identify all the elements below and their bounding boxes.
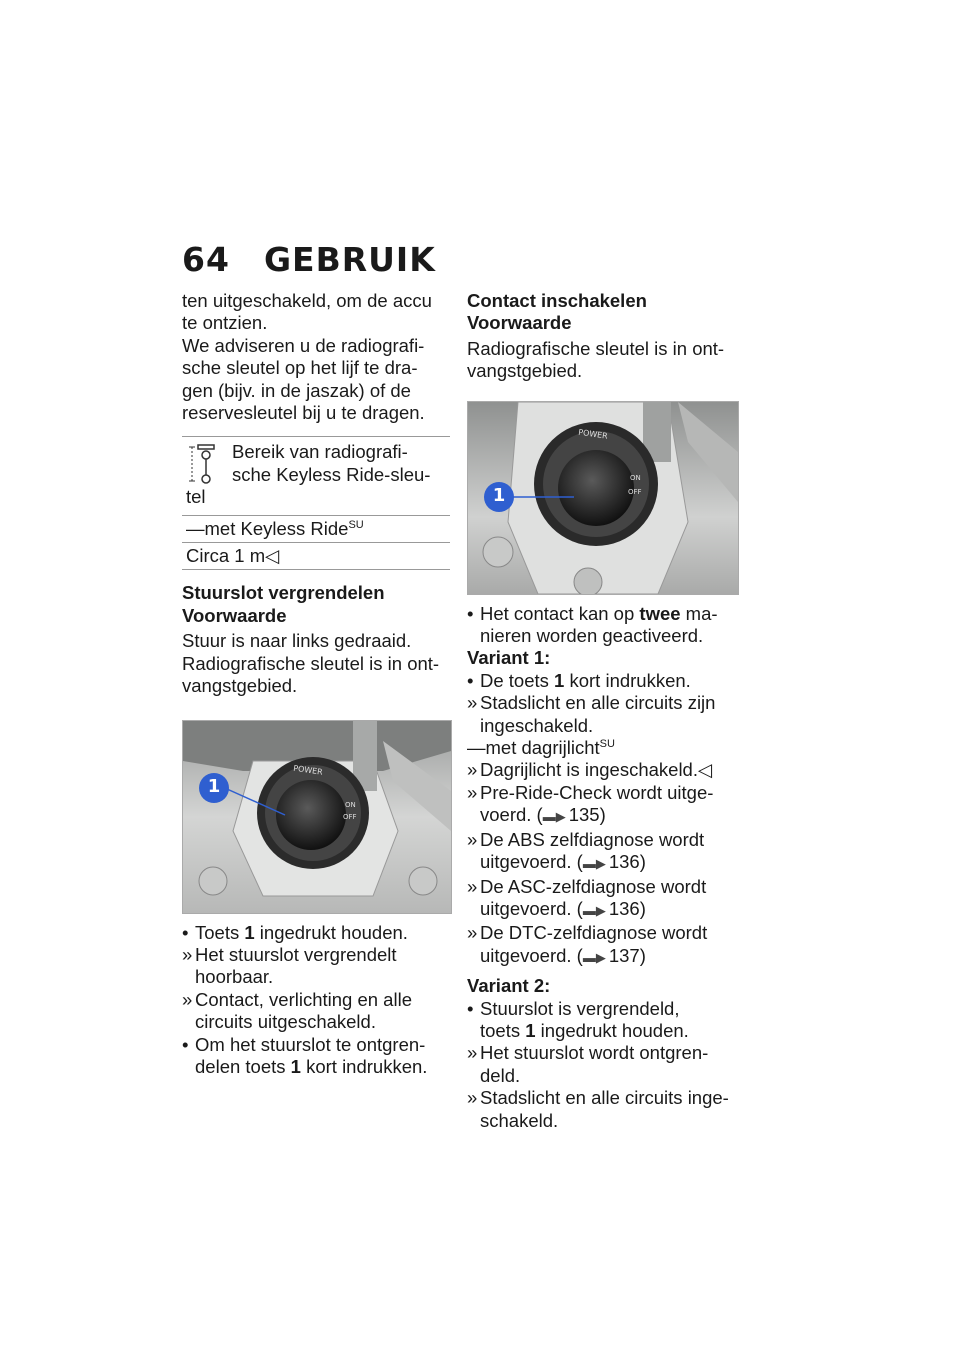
result-ignition-off: » Contact, verlichting en alle circuits uitgeschakeld. [182,988,412,1033]
off-label-right: OFF [628,487,642,496]
v2-result-lights: » Stadslicht en alle circuits inge- schakeld. [467,1087,729,1131]
v1-result-drl: » Dagrijlicht is ingeschakeld.◁ [467,759,713,781]
v1-option-drl: —met dagrijlicht$^{SU}$ [467,737,615,759]
page-header [182,240,436,279]
intro-text: ten uitgeschakeld, om de accu te ontzien. We adviseren u de radiografi- sche sleutel op het lijf te dra- gen (bijv. in de jaszak) of de reservesleutel bij u te dragen. [182,290,432,424]
info-value-row: Circa 1 m◁ [182,542,450,569]
heading-ignition-on: Contact inschakelen [467,290,647,311]
off-label: OFF [343,812,357,821]
heading-condition: Voorwaarde [182,604,287,626]
result-lock-audible: » Het stuurslot vergrendelt hoorbaar. [182,943,397,988]
v1-ref-preride: » Pre-Ride-Check wordt uitge- voerd. (▬▶ 135) [467,782,739,829]
radio-key-icon [186,441,226,485]
ignition-switch-figure-closeup [467,401,739,595]
page-ref-icon: ▬▶ [582,949,606,965]
step-unlock: • Om het stuurslot te ontgren- delen toets 1 kort indrukken. [182,1033,428,1077]
page-ref-icon: ▬▶ [582,856,606,872]
heading-condition-right: Voorwaarde [467,312,572,334]
v1-ref-dtc: » De DTC-zelfdiagnose wordt uitgevoerd. (▬▶ 137) [467,922,739,969]
callout-1: 1 [199,773,229,803]
note-two-ways: • Het contact kan op twee ma- nieren worden geactiveerd. [467,602,718,647]
on-label: ON [345,800,356,809]
power-label: POWER [292,763,324,777]
page-ref-icon: ▬▶ [542,809,566,825]
on-label-right: ON [630,473,641,482]
power-label-right: POWER [577,427,609,441]
page-number: 64 [182,240,230,279]
callout-1-right: 1 [484,482,514,512]
info-title-row: Bereik van radiografi- sche Keyless Ride-sleu- tel [186,441,431,508]
page-ref-link[interactable]: 137 [608,944,640,966]
page-ref-icon: ▬▶ [582,902,606,918]
v2-step-press: • Stuurslot is vergrendeld, toets 1 ingedrukt houden. [467,997,689,1041]
page-ref-link[interactable]: 136 [608,851,640,873]
v1-result-lights: » Stadslicht en alle circuits zijn ingeschakeld. [467,692,716,736]
heading-variant-1: Variant 1: [467,647,551,669]
right-column: Contact inschakelen Voorwaarde Radiografische sleutel is in ont- vangstgebied. POWER ON OFF 1 • Het contact kan op twee ma- nieren worden geactiveerd. Variant 1: • De toets 1 kort indrukken. » Stadslicht en alle circuits zijn ingeschakeld. —met dagrijlicht$^{SU}$ » Dagrijlicht is ingeschakeld.◁ » Pre-Ride-Check wordt uitge- voerd. (▬▶ 135) » De ABS zelfdiagnose wordt uitgevoerd. (▬▶ 136) » De ASC-zelfdiagnose wordt uitgevoerd. (▬▶ 136) » De DTC-zelfdiagnose wordt uitgevoerd. (▬▶ 137) Variant 2: • Stuurslot is vergrendeld, toets 1 ingedrukt houden. » Het stuurslot wordt ontgren- deld. » Stadslicht en alle circuits inge- schakeld. [467,290,739,1132]
left-column: ten uitgeschakeld, om de accu te ontzien. We adviseren u de radiografi- sche sleutel op het lijf te dra- gen (bijv. in de jaszak) of de reservesleutel bij u te dragen. Bereik van radiografi- sche Keyless Ride-sleu- tel —met Keyless Ride$^{SU}$ Circa 1 m◁ Stuurslot vergrendelen Voorwaarde Stuur is naar links gedraaid. Radiografische sleutel is in ont- vangstgebied. POWER ON OFF 1 • Toets 1 ingedrukt houden. » Het stuurslot vergrendelt hoorbaar. » Contact, verlichting en alle circuits uitgeschakeld. • Om het stuurslot te ontgren- delen toets 1 kort indrukken. [182,290,452,1078]
v1-ref-abs: » De ABS zelfdiagnose wordt uitgevoerd. (▬▶ 136) [467,829,739,876]
ignition-switch-figure [182,720,452,914]
v2-result-unlock: » Het stuurslot wordt ontgren- deld. [467,1042,709,1086]
page-ref-link[interactable]: 136 [608,897,640,919]
page-ref-link[interactable]: 135 [568,804,600,826]
section-title: GEBRUIK [263,240,436,279]
v1-ref-asc: » De ASC-zelfdiagnose wordt uitgevoerd. (▬▶ 136) [467,876,739,923]
heading-steering-lock: Stuurslot vergrendelen [182,582,385,604]
heading-variant-2: Variant 2: [467,975,551,997]
step-press-key: • Toets 1 ingedrukt houden. [182,921,408,943]
v1-step-press: • De toets 1 kort indrukken. [467,669,691,691]
range-info-table [182,436,450,570]
info-option-row: —met Keyless Ride$^{SU}$ [182,515,450,542]
